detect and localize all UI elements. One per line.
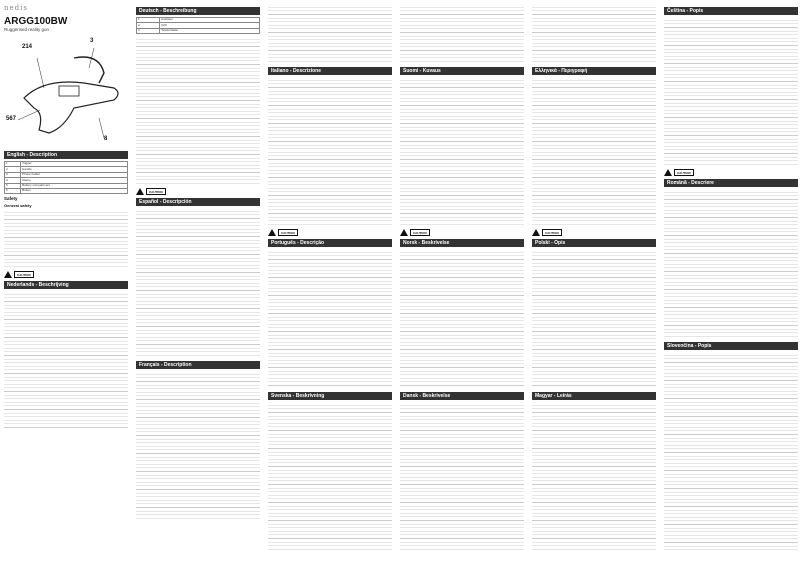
caution-notice: CAUTION	[136, 188, 260, 195]
text-block	[136, 36, 260, 186]
text-block	[4, 209, 128, 269]
text-block	[664, 189, 798, 339]
text-block	[532, 249, 656, 389]
text-block	[400, 249, 524, 389]
heading-safety: Safety	[4, 196, 18, 202]
parts-table-en: 1 Trigger 2 Handle 3 Phone holder 4 Clamp 5 Battery compartment 6 Button	[4, 161, 128, 194]
section-header-fr: Français - Description	[136, 361, 260, 369]
text-block	[664, 352, 798, 552]
warning-icon	[4, 271, 12, 278]
warning-icon	[268, 229, 276, 236]
section-header-de: Deutsch - Beschreibung	[136, 7, 260, 15]
text-block	[664, 17, 798, 167]
callout-567: 567	[6, 116, 17, 122]
text-block	[532, 402, 656, 552]
column-1	[4, 4, 128, 563]
column-5	[532, 4, 656, 563]
parts-table-de: 1 Auslöser 2 Griff 3 Telefonhalter	[136, 17, 260, 34]
heading-general-safety: General safety	[4, 203, 32, 209]
text-block	[268, 77, 392, 227]
warning-icon	[136, 188, 144, 195]
section-header-pt: Português - Descrição	[268, 239, 392, 247]
section-header-cs: Čeština - Popis	[664, 7, 798, 15]
vr-gun-illustration	[4, 38, 128, 148]
section-header-it: Italiano - Descrizione	[268, 67, 392, 75]
text-block	[532, 77, 656, 227]
brand-logo: nedis	[4, 4, 28, 12]
caution-notice: CAUTION	[664, 169, 798, 176]
section-header-da: Dansk - Beskrivelse	[400, 392, 524, 400]
section-header-pl: Polski - Opis	[532, 239, 656, 247]
callout-3: 3	[90, 38, 94, 44]
section-header-el: Ελληνικά - Περιγραφή	[532, 67, 656, 75]
text-block	[400, 77, 524, 227]
section-header-es: Español - Descripción	[136, 198, 260, 206]
warning-icon	[400, 229, 408, 236]
text-block	[268, 402, 392, 552]
section-header-sv: Svenska - Beskrivning	[268, 392, 392, 400]
warning-icon	[664, 169, 672, 176]
callout-8: 8	[104, 136, 108, 142]
column-2	[136, 4, 260, 563]
section-header-nl: Nederlands - Beschrijving	[4, 281, 128, 289]
text-block	[136, 371, 260, 521]
text-block	[268, 249, 392, 389]
section-header-hu: Magyar - Leírás	[532, 392, 656, 400]
section-header-ro: Română - Descriere	[664, 179, 798, 187]
product-description: Ruggerised reality gun	[4, 27, 50, 32]
column-6	[664, 4, 798, 563]
section-header-sk: Slovenčina - Popis	[664, 342, 798, 350]
column-3	[268, 4, 392, 563]
text-block	[400, 402, 524, 552]
caution-notice: CAUTION	[532, 229, 656, 236]
model-number: ARGG100BW	[4, 16, 68, 27]
section-header-fi: Suomi - Kuvaus	[400, 67, 524, 75]
text-block	[4, 291, 128, 431]
product-figure	[4, 38, 128, 148]
warning-icon	[532, 229, 540, 236]
caution-notice: CAUTION	[400, 229, 524, 236]
callout-214: 214	[22, 44, 33, 50]
text-block	[400, 4, 524, 64]
text-block	[136, 208, 260, 358]
text-block	[532, 4, 656, 64]
section-header-no: Norsk - Beskrivelse	[400, 239, 524, 247]
text-block	[268, 4, 392, 64]
column-4	[400, 4, 524, 563]
caution-notice: CAUTION	[4, 271, 128, 278]
section-header-en: English - Description	[4, 151, 128, 159]
caution-notice: CAUTION	[268, 229, 392, 236]
